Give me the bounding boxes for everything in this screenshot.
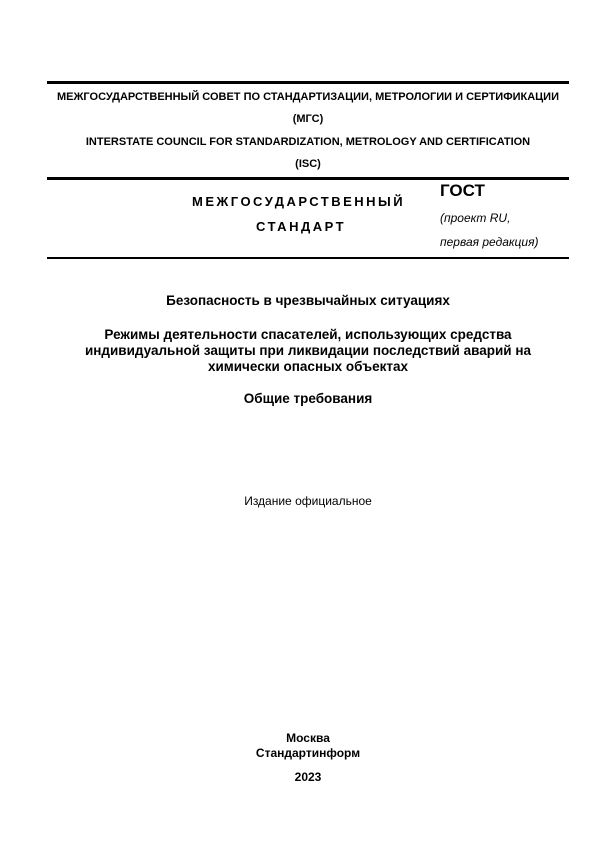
standard-type-line1: МЕЖГОСУДАРСТВЕННЫЙ <box>192 194 406 209</box>
publication-year: 2023 <box>294 770 322 784</box>
edition-label: Издание официальное <box>244 494 372 508</box>
document-title-line3: химически опасных объектах <box>207 359 409 374</box>
gost-code: ГОСТ <box>440 181 485 200</box>
council-name-ru: МЕЖГОСУДАРСТВЕННЫЙ СОВЕТ ПО СТАНДАРТИЗАЦИИ, МЕТРОЛОГИИ И СЕРТИФИКАЦИИ <box>56 91 559 103</box>
standard-type-line2: СТАНДАРТ <box>256 219 347 234</box>
publication-city: Москва <box>286 731 330 745</box>
document-subtitle: Общие требования <box>243 391 373 406</box>
document-title-line1: Режимы деятельности спасателей, использующих средства <box>104 327 512 342</box>
document-title-line2: индивидуальной защиты при ликвидации последствий аварий на <box>84 343 532 358</box>
header-rule <box>47 177 569 180</box>
council-abbr-en: (ISC) <box>295 158 321 170</box>
council-abbr-ru: (МГС) <box>292 113 324 125</box>
top-rule <box>47 81 569 84</box>
title-block-rule <box>47 257 569 259</box>
council-name-en: INTERSTATE COUNCIL FOR STANDARDIZATION, METROLOGY AND CERTIFICATION <box>85 136 531 148</box>
project-note-line2: первая редакция) <box>440 235 539 249</box>
publisher-name: Стандартинформ <box>255 746 361 760</box>
document-topic: Безопасность в чрезвычайных ситуациях <box>166 293 450 308</box>
project-note-line1: (проект RU, <box>440 211 511 225</box>
